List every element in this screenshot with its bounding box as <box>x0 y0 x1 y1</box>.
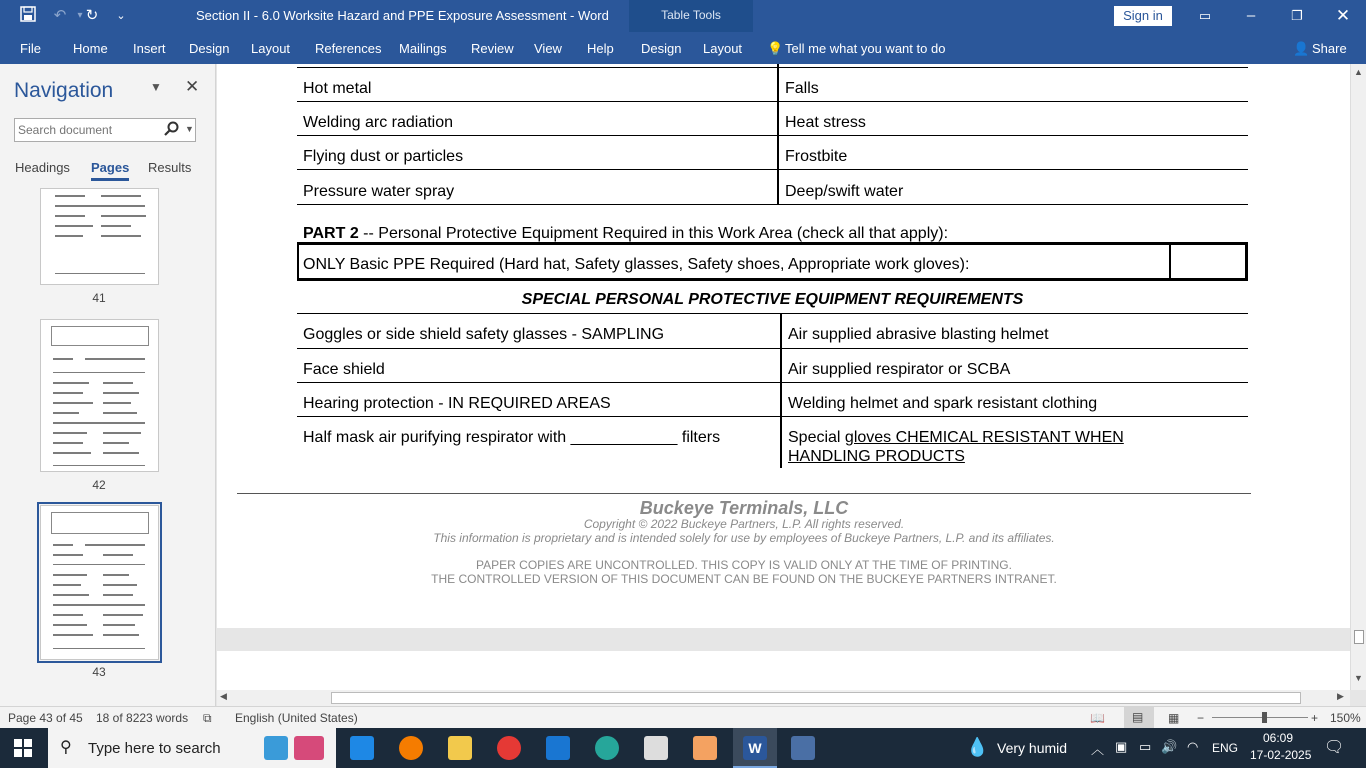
tab-insert[interactable]: Insert <box>133 41 166 56</box>
hazard-cell-left-1[interactable]: Hot metal <box>303 80 372 97</box>
search-highlight-icon[interactable] <box>294 736 324 760</box>
page-number-43: 43 <box>92 665 106 679</box>
ppe-cell-right-1[interactable]: Air supplied abrasive blasting helmet <box>788 326 1049 343</box>
hazard-cell-right-1[interactable]: Falls <box>785 80 819 97</box>
tab-home[interactable]: Home <box>73 41 108 56</box>
part2-text: -- Personal Protective Equipment Required in this Work Area (check all that apply): <box>358 225 949 242</box>
page-thumbnail-43[interactable] <box>40 505 159 660</box>
ppe-cell-left-1[interactable]: Goggles or side shield safety glasses - SAMPLING <box>303 326 665 343</box>
undo-dropdown-icon[interactable]: ▾ <box>77 10 83 21</box>
nav-tab-headings[interactable]: Headings <box>15 160 70 175</box>
lightbulb-icon: 💡 <box>767 41 784 56</box>
print-layout-icon[interactable]: ▤ <box>1124 707 1154 728</box>
scroll-up-icon[interactable]: ▲ <box>1354 67 1363 77</box>
footer-copyright: Copyright © 2022 Buckeye Partners, L.P. All rights reserved. <box>583 517 905 531</box>
file-explorer-icon[interactable] <box>448 736 472 760</box>
navigation-pane <box>0 64 216 706</box>
zoom-out-icon[interactable]: − <box>1197 711 1205 725</box>
proofing-icon[interactable]: ⧉ <box>203 711 212 725</box>
ppe-cell-right-4[interactable] <box>788 428 1124 466</box>
tab-help[interactable]: Help <box>587 41 614 56</box>
undo-icon[interactable]: ↶ <box>53 7 67 24</box>
firefox-icon[interactable] <box>399 736 423 760</box>
minimize-button[interactable]: – <box>1246 7 1256 24</box>
ppe-cell-left-2[interactable]: Face shield <box>303 361 385 378</box>
sign-in-button[interactable]: Sign in <box>1114 6 1172 26</box>
footer-controlled-version: THE CONTROLLED VERSION OF THIS DOCUMENT CAN BE FOUND ON THE BUCKEYE PARTNERS INTRANET. <box>431 572 1057 586</box>
scroll-left-icon[interactable]: ◀ <box>220 691 227 701</box>
ppe-cell-right-2[interactable]: Air supplied respirator or SCBA <box>788 361 1011 378</box>
page-number-41: 41 <box>92 291 106 305</box>
word-taskbar-button[interactable] <box>733 728 777 768</box>
customize-quick-access-icon[interactable]: ⌄ <box>116 10 126 22</box>
special-gloves-line1: gloves CHEMICAL RESISTANT WHEN <box>844 429 1124 446</box>
copilot-icon[interactable] <box>350 736 374 760</box>
status-bar <box>0 706 1366 728</box>
document-title: Section II - 6.0 Worksite Hazard and PPE Exposure Assessment - Word <box>196 8 609 23</box>
opera-icon[interactable] <box>497 736 521 760</box>
web-layout-icon[interactable]: ▦ <box>1168 711 1180 725</box>
scroll-down-icon[interactable]: ▼ <box>1354 673 1363 683</box>
hazard-cell-left-4[interactable]: Pressure water spray <box>303 183 455 200</box>
app-icon-remote[interactable] <box>791 736 815 760</box>
hazard-cell-right-4[interactable]: Deep/swift water <box>785 183 904 200</box>
ppe-cell-left-3[interactable]: Hearing protection - IN REQUIRED AREAS <box>303 395 611 412</box>
horizontal-scroll-thumb[interactable] <box>331 692 1301 704</box>
taskbar <box>0 728 1366 768</box>
nav-tab-pages[interactable]: Pages <box>91 160 129 181</box>
navigation-title: Navigation <box>14 79 114 102</box>
tab-file[interactable]: File <box>20 41 41 56</box>
page-thumbnail-41[interactable] <box>40 188 159 285</box>
tab-layout[interactable]: Layout <box>251 41 291 56</box>
document-area <box>217 64 1350 690</box>
meet-now-icon[interactable]: ▣ <box>1115 739 1128 754</box>
app-icon-colorful[interactable] <box>693 736 717 760</box>
table-tools-label: Table Tools <box>661 8 721 22</box>
ppe-cell-left-4[interactable]: Half mask air purifying respirator with ____________ filters <box>303 429 721 446</box>
clock-date[interactable]: 17-02-2025 <box>1250 748 1312 762</box>
tab-review[interactable]: Review <box>471 41 514 56</box>
tab-table-design[interactable]: Design <box>641 41 682 56</box>
ribbon-display-options-icon[interactable]: ▭ <box>1198 8 1212 23</box>
wifi-icon[interactable]: ◠ <box>1187 739 1199 754</box>
hazard-cell-right-3[interactable]: Frostbite <box>785 148 848 165</box>
close-button[interactable]: ✕ <box>1335 6 1351 25</box>
volume-icon[interactable]: 🔊 <box>1161 739 1178 754</box>
notifications-icon[interactable]: 🗨 <box>1324 739 1345 756</box>
special-gloves-prefix: Special <box>788 429 845 446</box>
tell-me-box[interactable]: Tell me what you want to do <box>785 41 946 56</box>
zoom-in-icon[interactable]: + <box>1311 711 1319 725</box>
share-button[interactable]: Share <box>1312 41 1347 56</box>
tab-view[interactable]: View <box>534 41 562 56</box>
footer-company: Buckeye Terminals, LLC <box>639 498 849 518</box>
hazard-cell-left-2[interactable]: Welding arc radiation <box>303 114 454 131</box>
taskbar-search-text: Type here to search <box>88 740 221 757</box>
next-page <box>217 651 1350 690</box>
tab-references[interactable]: References <box>315 41 382 56</box>
widgets-icon[interactable] <box>264 736 288 760</box>
clock-time[interactable]: 06:09 <box>1263 731 1294 745</box>
app-icon-document[interactable] <box>644 736 668 760</box>
page-thumbnail-42[interactable] <box>40 319 159 472</box>
weather-icon[interactable]: 💧 <box>966 737 989 757</box>
mail-icon[interactable] <box>546 736 570 760</box>
navigation-close-icon[interactable]: ✕ <box>185 77 200 96</box>
taskbar-search-box[interactable] <box>48 728 336 768</box>
ribbon-tabs <box>0 32 1366 64</box>
part2-label: PART 2 <box>303 225 359 242</box>
zoom-level[interactable]: 150% <box>1330 711 1361 725</box>
windows-start-icon[interactable] <box>14 739 32 757</box>
tab-mailings[interactable]: Mailings <box>399 41 447 56</box>
tab-design[interactable]: Design <box>189 41 230 56</box>
special-gloves-line2: HANDLING PRODUCTS <box>788 448 965 465</box>
battery-icon[interactable]: ▭ <box>1139 739 1152 754</box>
language-status[interactable]: English (United States) <box>235 711 358 725</box>
part2-heading <box>303 225 948 243</box>
basic-ppe-text[interactable]: ONLY Basic PPE Required (Hard hat, Safety glasses, Safety shoes, Appropriate work gloves): <box>303 256 970 273</box>
hazard-cell-right-2[interactable]: Heat stress <box>785 114 866 131</box>
restore-button[interactable]: ❐ <box>1291 8 1303 23</box>
show-hidden-icons[interactable]: ︿ <box>1091 742 1105 757</box>
save-icon[interactable] <box>18 6 38 26</box>
search-dropdown-icon[interactable]: ▼ <box>185 124 194 134</box>
scroll-right-icon[interactable]: ▶ <box>1337 691 1344 701</box>
page-count[interactable]: Page 43 of 45 <box>8 711 83 725</box>
vertical-scroll-thumb[interactable] <box>1354 630 1364 644</box>
redo-icon[interactable]: ↻ <box>85 7 99 24</box>
word-count[interactable]: 18 of 8223 words <box>96 711 189 725</box>
search-icon[interactable] <box>164 121 180 137</box>
footer-paper-copies: PAPER COPIES ARE UNCONTROLLED. THIS COPY IS VALID ONLY AT THE TIME OF PRINTING. <box>476 558 1012 572</box>
document-page <box>217 64 1350 628</box>
nav-tab-results[interactable]: Results <box>148 160 192 175</box>
tab-table-layout[interactable]: Layout <box>703 41 743 56</box>
zoom-slider-thumb[interactable] <box>1262 712 1267 723</box>
taskbar-search-icon: ⚲ <box>60 739 72 756</box>
navigation-options-icon[interactable]: ▼ <box>150 80 162 94</box>
read-mode-icon[interactable]: 📖 <box>1090 711 1105 725</box>
hazard-cell-left-3[interactable]: Flying dust or particles <box>303 148 464 165</box>
word-icon: W <box>743 736 767 760</box>
basic-ppe-checkbox-cell[interactable] <box>1171 245 1245 278</box>
footer-proprietary: This information is proprietary and is intended solely for use by employees of Buckeye Partners, L.P. and its affiliates. <box>433 531 1055 545</box>
title-bar <box>0 0 1366 32</box>
vertical-scrollbar[interactable] <box>1350 64 1366 690</box>
input-language[interactable]: ENG <box>1212 741 1239 755</box>
edge-icon[interactable] <box>595 736 619 760</box>
weather-status[interactable]: Very humid <box>997 740 1068 756</box>
zoom-slider[interactable] <box>1212 717 1308 718</box>
special-ppe-heading: SPECIAL PERSONAL PROTECTIVE EQUIPMENT REQUIREMENTS <box>521 291 1024 308</box>
ppe-cell-right-3[interactable]: Welding helmet and spark resistant clothing <box>788 395 1098 412</box>
page-number-42: 42 <box>92 478 106 492</box>
horizontal-scrollbar[interactable] <box>217 690 1350 706</box>
share-icon: 👤 <box>1293 41 1310 56</box>
